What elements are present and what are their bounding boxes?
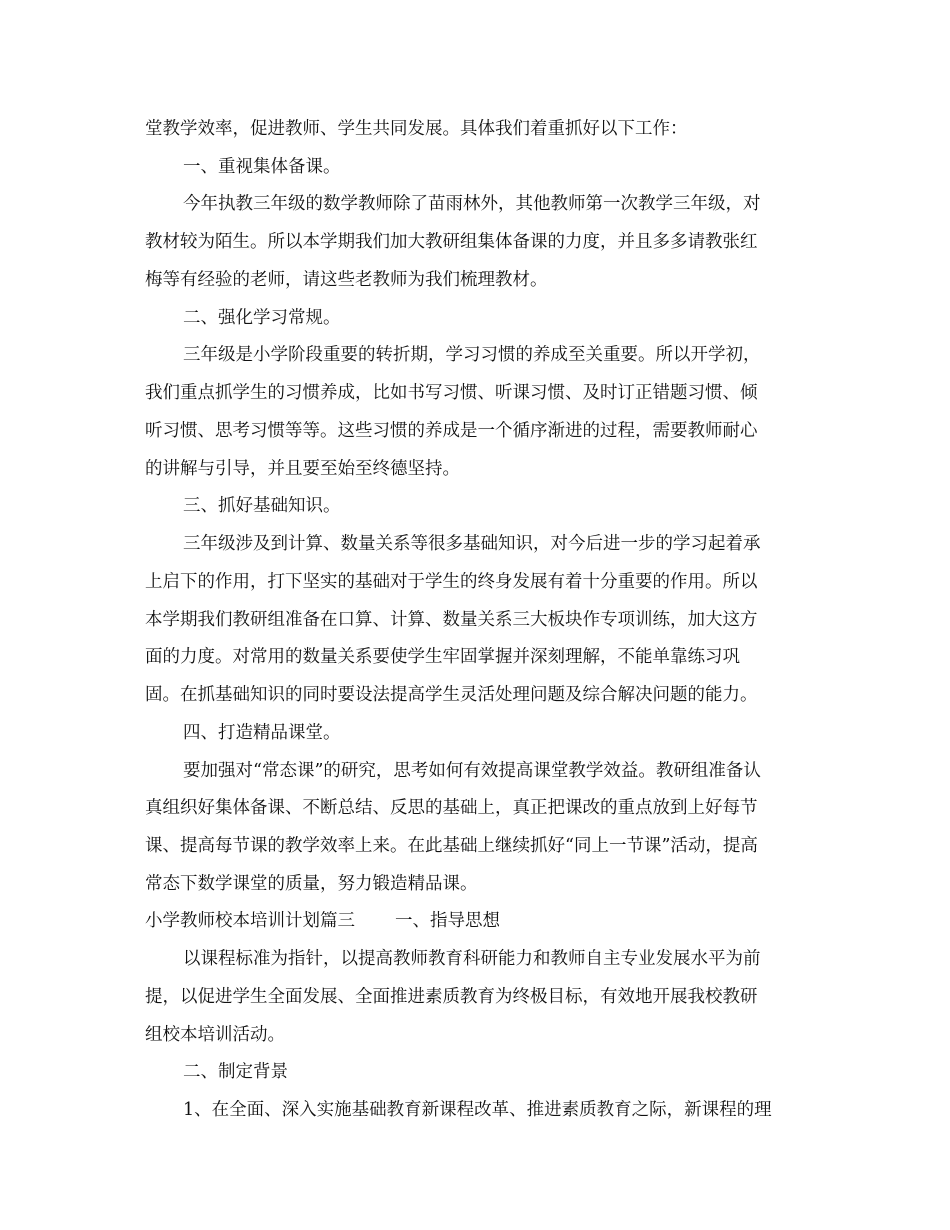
article-title-line (145, 909, 805, 933)
text-line: 组校本培训活动。 (145, 1025, 285, 1045)
section-heading: 二、强化学习常规。 (183, 308, 341, 328)
text-line: 提，以促进学生全面发展、全面推进素质教育为终极目标，有效地开展我校教研 (145, 987, 758, 1007)
text-line: 以课程标准为指针，以提高教师教育科研能力和教师自主专业发展水平为前 (183, 949, 761, 969)
section-heading: 一、重视集体备课。 (183, 157, 341, 177)
text-line: 听习惯、思考习惯等等。这些习惯的养成是一个循序渐进的过程，需要教师耐心 (145, 421, 758, 441)
text-line: 固。在抓基础知识的同时要设法提高学生灵活处理问题及综合解决问题的能力。 (145, 685, 758, 705)
text-line: 面的力度。对常用的数量关系要使学生牢固掌握并深刻理解，不能单靠练习巩 (145, 647, 740, 667)
text-line: 真组织好集体备课、不断总结、反思的基础上，真正把课改的重点放到上好每节 (145, 798, 758, 818)
text-line: 课、提高每节课的教学效率上来。在此基础上继续抓好“同上一节课”活动，提高 (145, 836, 758, 856)
text-line: 要加强对“常态课”的研究，思考如何有效提高课堂教学效益。教研组准备认 (183, 761, 761, 781)
section-heading: 四、打造精品课堂。 (183, 723, 341, 743)
text-line: 教材较为陌生。所以本学期我们加大教研组集体备课的力度，并且多多请教张红 (145, 232, 758, 252)
text-line: 堂教学效率，促进教师、学生共同发展。具体我们着重抓好以下工作： (145, 119, 688, 139)
section-heading: 二、制定背景 (183, 1062, 288, 1082)
text-line: 三年级涉及到计算、数量关系等很多基础知识，对今后进一步的学习起着承 (183, 534, 761, 554)
text-line: 梅等有经验的老师，请这些老教师为我们梳理教材。 (145, 270, 548, 290)
text-line: 常态下数学课堂的质量，努力锻造精品课。 (145, 874, 478, 894)
text-line: 三年级是小学阶段重要的转折期，学习习惯的养成至关重要。所以开学初， (183, 345, 761, 365)
text-line: 本学期我们教研组准备在口算、计算、数量关系三大板块作专项训练，加大这方 (145, 610, 758, 630)
text-line: 今年执教三年级的数学教师除了苗雨林外，其他教师第一次教学三年级，对 (183, 194, 761, 214)
text-line: 我们重点抓学生的习惯养成，比如书写习惯、听课习惯、及时订正错题习惯、倾 (145, 383, 758, 403)
article-title: 小学教师校本培训计划篇三 (145, 911, 355, 931)
text-line: 的讲解与引导，并且要至始至终德坚持。 (145, 459, 460, 479)
section-heading: 三、抓好基础知识。 (183, 496, 341, 516)
section-heading: 一、指导思想 (395, 911, 500, 931)
text-line: 上启下的作用，打下坚实的基础对于学生的终身发展有着十分重要的作用。所以 (145, 572, 758, 592)
text-line: 1、在全面、深入实施基础教育新课程改革、推进素质教育之际，新课程的理 (183, 1100, 772, 1120)
